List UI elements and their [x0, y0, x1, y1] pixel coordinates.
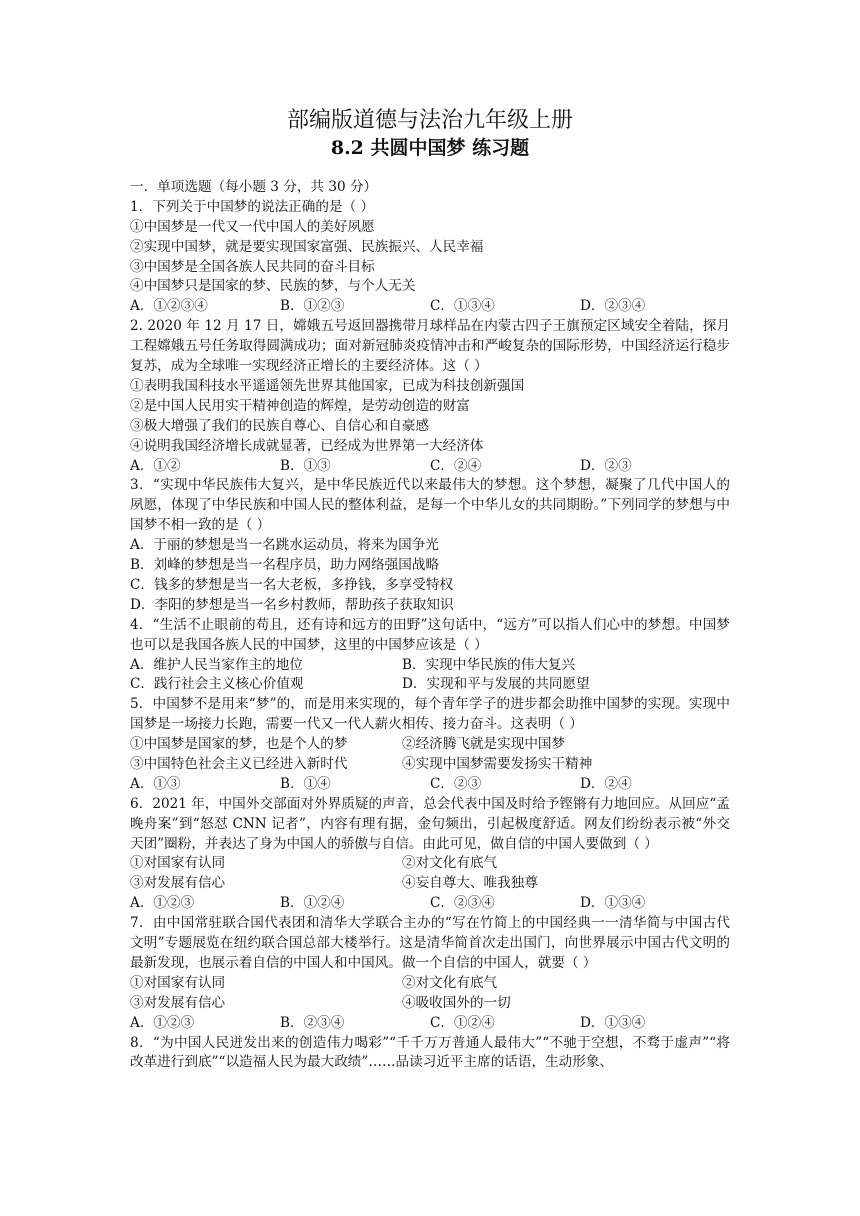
question-stem: 7．由中国常驻联合国代表团和清华大学联合主办的“写在竹简上的中国经典一一清华简与中国古代文明”专题展览在纽约联合国总部大楼举行。这是清华简首次走出国门，向世界展示中国古代文明的最新发现，也展示着自信的中国人和中国风。做一个自信的中国人，就要（ ）	[130, 915, 730, 971]
option-a: A．①②③④	[130, 298, 208, 315]
question-stem: 1．下列关于中国梦的说法正确的是（ ）	[130, 198, 375, 215]
option-a: A．①②③	[130, 1014, 195, 1031]
option-b: B．刘峰的梦想是当一名程序员，助力网络强国战略	[130, 557, 440, 574]
option-b: B．①②④	[280, 895, 345, 912]
answer-options	[130, 457, 730, 477]
option-a: A．于丽的梦想是当一名跳水运动员，将来为国争光	[130, 537, 439, 554]
option-c: C．①②④	[430, 1014, 495, 1031]
option-b: B．①④	[280, 775, 331, 792]
option-b: B．②③④	[280, 1014, 345, 1031]
statement: ④实现中国梦需要发扬实干精神	[402, 755, 593, 772]
option-c: C．②④	[430, 457, 482, 474]
question-list	[130, 178, 730, 1073]
statement-pair	[130, 874, 730, 894]
statement: ①表明我国科技水平遥遥领先世界其他国家，已成为科技创新强国	[130, 377, 525, 394]
option-d: D．②③④	[580, 298, 646, 315]
answer-options	[130, 656, 730, 676]
statement: ④吸收国外的一切	[402, 994, 511, 1011]
option-a: A．①②③	[130, 895, 195, 912]
statement: ④中国梦只是国家的梦、民族的梦，与个人无关	[130, 278, 416, 295]
statement: ①对国家有认同	[130, 974, 226, 991]
option-b: B．①②③	[280, 298, 345, 315]
statement: ①对国家有认同	[130, 855, 226, 872]
statement: ③中国梦是全国各族人民共同的奋斗目标	[130, 258, 375, 275]
answer-options	[130, 1014, 730, 1034]
question-stem: 5．中国梦不是用来“梦”的，而是用来实现的，每个青年学子的进步都会助推中国梦的实现。实现中国梦是一场接力长跑，需要一代又一代人薪火相传、接力奋斗。这表明（ ）	[130, 696, 730, 733]
option-a: A．维护人民当家作主的地位	[130, 656, 303, 673]
option-d: D．实现和平与发展的共同愿望	[402, 676, 590, 693]
statement: ①中国梦是一代又一代中国人的美好夙愿	[130, 218, 375, 235]
statement: ④妄自尊大、唯我独尊	[402, 875, 538, 892]
option-c: C．践行社会主义核心价值观	[130, 676, 304, 693]
statement-pair	[130, 974, 730, 994]
option-c: C．钱多的梦想是当一名大老板，多挣钱，多享受特权	[130, 576, 454, 593]
statement: ③极大增强了我们的民族自尊心、自信心和自豪感	[130, 417, 430, 434]
option-d: D．②③	[580, 457, 632, 474]
question-stem: 6．2021 年，中国外交部面对外界质疑的声音，总会代表中国及时给予铿锵有力地回应。从回应“孟晚舟案”到“怒怼 CNN 记者”，内容有理有据，金句频出，引起极度舒适。网友们纷纷表示被“外交天团”圈粉，并表达了身为中国人的骄傲与自信。由此可见，做自信的中国人要做到（ ）	[130, 795, 730, 852]
answer-options	[130, 894, 730, 914]
statement-pair	[130, 994, 730, 1014]
statement: ③中国特色社会主义已经进入新时代	[130, 755, 348, 772]
option-a: A．①②	[130, 457, 181, 474]
answer-options	[130, 775, 730, 795]
question-stem: 3．“实现中华民族伟大复兴，是中华民族近代以来最伟大的梦想。这个梦想，凝聚了几代中国人的夙愿，体现了中华民族和中国人民的整体利益，是每一个中华儿女的共同期盼。”下列同学的梦想与中国梦不相一致的是（ ）	[130, 477, 730, 534]
document-subtitle: 8.2 共圆中国梦 练习题	[330, 137, 530, 159]
statement-pair	[130, 755, 730, 775]
option-d: D．①③④	[580, 1014, 646, 1031]
question-stem: 4．“生活不止眼前的苟且，还有诗和远方的田野”这句话中，“远方”可以指人们心中的梦想。中国梦也可以是我国各族人民的中国梦，这里的中国梦应该是（ ）	[130, 616, 730, 653]
statement: ②经济腾飞就是实现中国梦	[402, 736, 566, 753]
option-c: C．②③④	[430, 895, 495, 912]
statement: ②对文化有底气	[402, 855, 498, 872]
answer-options	[130, 675, 730, 695]
option-b: B．①③	[280, 457, 331, 474]
statement: ②实现中国梦，就是要实现国家富强、民族振兴、人民幸福	[130, 238, 484, 255]
question-stem: 8．“为中国人民迸发出来的创造伟力喝彩”“千千万万普通人最伟大”“不驰于空想，不骛于虚声”“将改革进行到底”“以造福人民为最大政绩”……品读习近平主席的话语，生动形象、	[130, 1034, 730, 1071]
statement: ④说明我国经济增长成就显著，已经成为世界第一大经济体	[130, 437, 484, 454]
option-d: D．②④	[580, 775, 632, 792]
option-b: B．实现中华民族的伟大复兴	[402, 656, 576, 673]
question-stem: 2. 2020 年 12 月 17 日，嫦娥五号返回器携带月球样品在内蒙古四子王旗预定区域安全着陆，探月工程嫦娥五号任务取得圆满成功；面对新冠肺炎疫情冲击和严峻复杂的国际形势，中国经济运行稳步复苏，成为全球唯一实现经济正增长的主要经济体。这（ ）	[130, 318, 730, 375]
statement: ②对文化有底气	[402, 974, 498, 991]
section-heading: 一．单项选题（每小题 3 分，共 30 分）	[130, 179, 378, 195]
statement: ③对发展有信心	[130, 994, 226, 1011]
statement-pair	[130, 735, 730, 755]
option-d: D．李阳的梦想是当一名乡村教师，帮助孩子获取知识	[130, 596, 454, 613]
statement-pair	[130, 854, 730, 874]
option-c: C．①③④	[430, 298, 495, 315]
option-d: D．①③④	[580, 895, 646, 912]
statement: ③对发展有信心	[130, 875, 226, 892]
answer-options	[130, 297, 730, 317]
statement: ②是中国人民用实干精神创造的辉煌，是劳动创造的财富	[130, 397, 470, 414]
option-c: C．②③	[430, 775, 482, 792]
option-a: A．①③	[130, 775, 181, 792]
document-title: 部编版道德与法治九年级上册	[286, 108, 573, 133]
statement: ①中国梦是国家的梦，也是个人的梦	[130, 736, 348, 753]
